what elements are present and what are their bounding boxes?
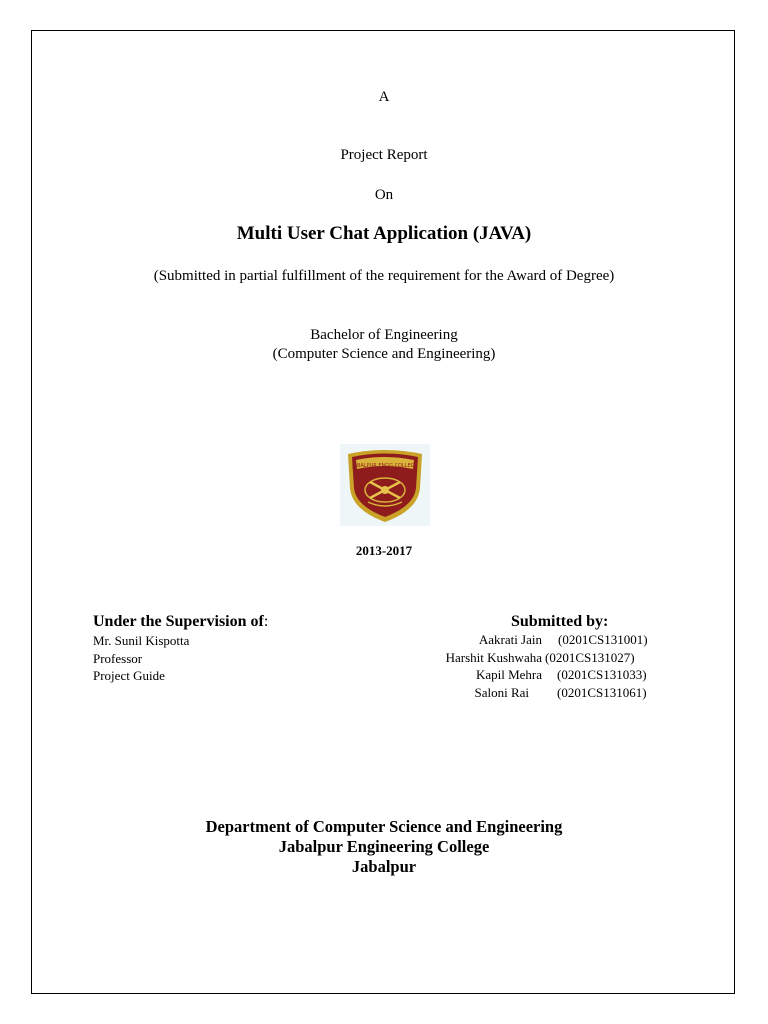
- student-row: [430, 631, 648, 649]
- student-roll: (0201CS131001): [558, 632, 648, 647]
- student-name: Saloni Rai: [474, 684, 529, 700]
- submission-note: (Submitted in partial fulfillment of the requirement for the Award of Degree): [153, 268, 615, 284]
- cover-article: A: [378, 89, 390, 105]
- supervisor-name: Mr. Sunil Kispotta: [93, 633, 190, 648]
- student-row: [430, 666, 648, 684]
- supervision-block: [93, 612, 268, 685]
- student-name: Harshit Kushwaha: [445, 649, 542, 665]
- student-row: [430, 649, 648, 667]
- cover-on: On: [374, 187, 394, 203]
- student-roll: (0201CS131027): [545, 649, 635, 665]
- student-row: [430, 684, 648, 702]
- svg-text:JABALPUR ENGG COLLEGE: JABALPUR ENGG COLLEGE: [352, 463, 418, 469]
- degree-name: Bachelor of Engineering: [310, 327, 458, 343]
- student-roll: (0201CS131061): [557, 684, 647, 700]
- cover-project-report: Project Report: [340, 147, 428, 163]
- student-roll: (0201CS131033): [557, 667, 647, 682]
- department-name: Department of Computer Science and Engineering: [205, 817, 563, 836]
- student-name: Kapil Mehra: [475, 667, 542, 682]
- supervisor-role: Project Guide: [93, 668, 165, 683]
- student-list: [430, 631, 648, 701]
- college-name: Jabalpur Engineering College: [278, 837, 490, 856]
- session-years: 2013-2017: [355, 543, 413, 558]
- degree-branch: (Computer Science and Engineering): [272, 346, 496, 362]
- project-title: Multi User Chat Application (JAVA): [236, 223, 532, 244]
- submitted-by-heading: Submitted by:: [511, 613, 609, 630]
- college-crest-icon: [340, 444, 430, 526]
- student-name: Aakrati Jain: [478, 632, 542, 647]
- supervision-heading: Under the Supervision of:: [93, 613, 269, 630]
- city-name: Jabalpur: [351, 857, 417, 876]
- supervisor-designation: Professor: [93, 650, 143, 666]
